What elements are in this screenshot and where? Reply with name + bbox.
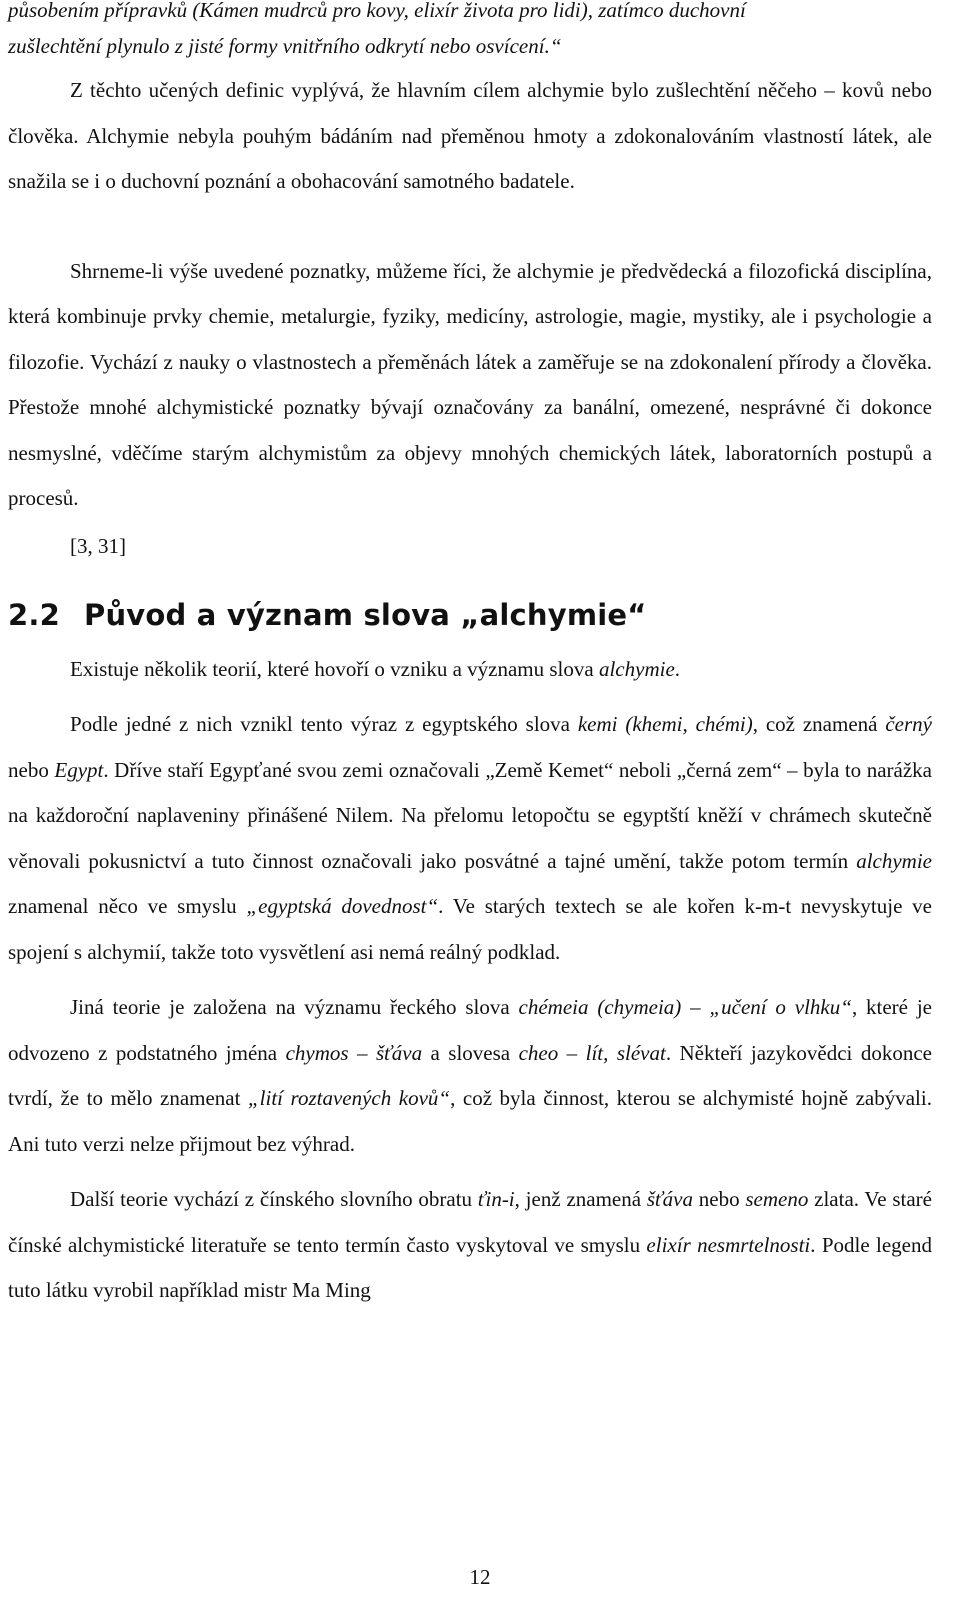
lead-line-1: působením přípravků (Kámen mudrců pro kovy, elixír života pro lidi), zatímco duchovní	[8, 0, 746, 22]
paragraph-summary: Shrneme-li výše uvedené poznatky, můžeme říci, že alchymie je předvědecká a filozofická disciplína, která kombinuje prvky chemie, metalurgie, fyziky, medicíny, astrologie, magie, mystiky, ale i psychologie a filozofie. Vychází z nauky o vlastnostech a přeměnách látek a zaměřuje se na zdokonalení přírody a člověka. Přestože mnohé alchymistické poznatky bývají označovány za banální, omezené, nesprávné či dokonce nesmyslné, vděčíme starým alchymistům za objevy mnohých chemických látek, laboratorních postupů a procesů.	[8, 258, 932, 510]
paragraph-china: Další teorie vychází z čínského slovního obratu ťin-i, jenž znamená šťáva nebo semeno zlata. Ve staré čínské alchymistické literatuře se tento termín často vyskytoval ve smyslu elixír nesmrtelnosti. Podle legend tuto látku vyrobil například mistr Ma Ming	[8, 1187, 932, 1302]
citation: [3, 31]	[70, 533, 126, 558]
paragraph-intro: Existuje několik teorií, které hovoří o vzniku a významu slova alchymie.	[70, 656, 681, 681]
section-heading	[8, 589, 932, 641]
page-number: 12	[469, 1565, 491, 1589]
lead-line-2: zušlechtění plynulo z jisté formy vnitřního odkrytí nebo osvícení.“	[8, 34, 562, 58]
paragraph-egypt: Podle jedné z nich vznikl tento výraz z egyptského slova kemi (khemi, chémi), což znamená černý nebo Egypt. Dříve staří Egypťané svou zemi označovali „Země Kemet“ neboli „černá zem“ – byla to narážka na každoroční naplaveniny přinášené Nilem. Na přelomu letopočtu se egyptští kněží v chrámech skutečně věnovali pokusnictví a tuto činnost označovali jako posvátné a tajné umění, takže potom termín alchymie znamenal něco ve smyslu „egyptská dovednost“. Ve starých textech se ale kořen k-m-t nevyskytuje ve spojení s alchymií, takže toto vysvětlení asi nemá reálný podklad.	[8, 712, 932, 964]
section-number: 2.2	[8, 597, 60, 632]
paragraph-definitions: Z těchto učených definic vyplývá, že hlavním cílem alchymie bylo zušlechtění něčeho – kovů nebo člověka. Alchymie nebyla pouhým bádáním nad přeměnou hmoty a zdokonalováním vlastností látek, ale snažila se i o duchovní poznání a obohacování samotného badatele.	[8, 78, 932, 193]
lead-paragraph	[8, 0, 932, 64]
paragraph-greek: Jiná teorie je založena na významu řeckého slova chémeia (chymeia) – „učení o vlhku“, které je odvozeno z podstatného jména chymos – šťáva a slovesa cheo – lít, slévat. Někteří jazykovědci dokonce tvrdí, že to mělo znamenat „lití roztavených kovů“, což byla činnost, kterou se alchymisté hojně zabývali. Ani tuto verzi nelze přijmout bez výhrad.	[8, 995, 932, 1156]
section-title: Původ a význam slova „alchymie“	[84, 597, 647, 632]
